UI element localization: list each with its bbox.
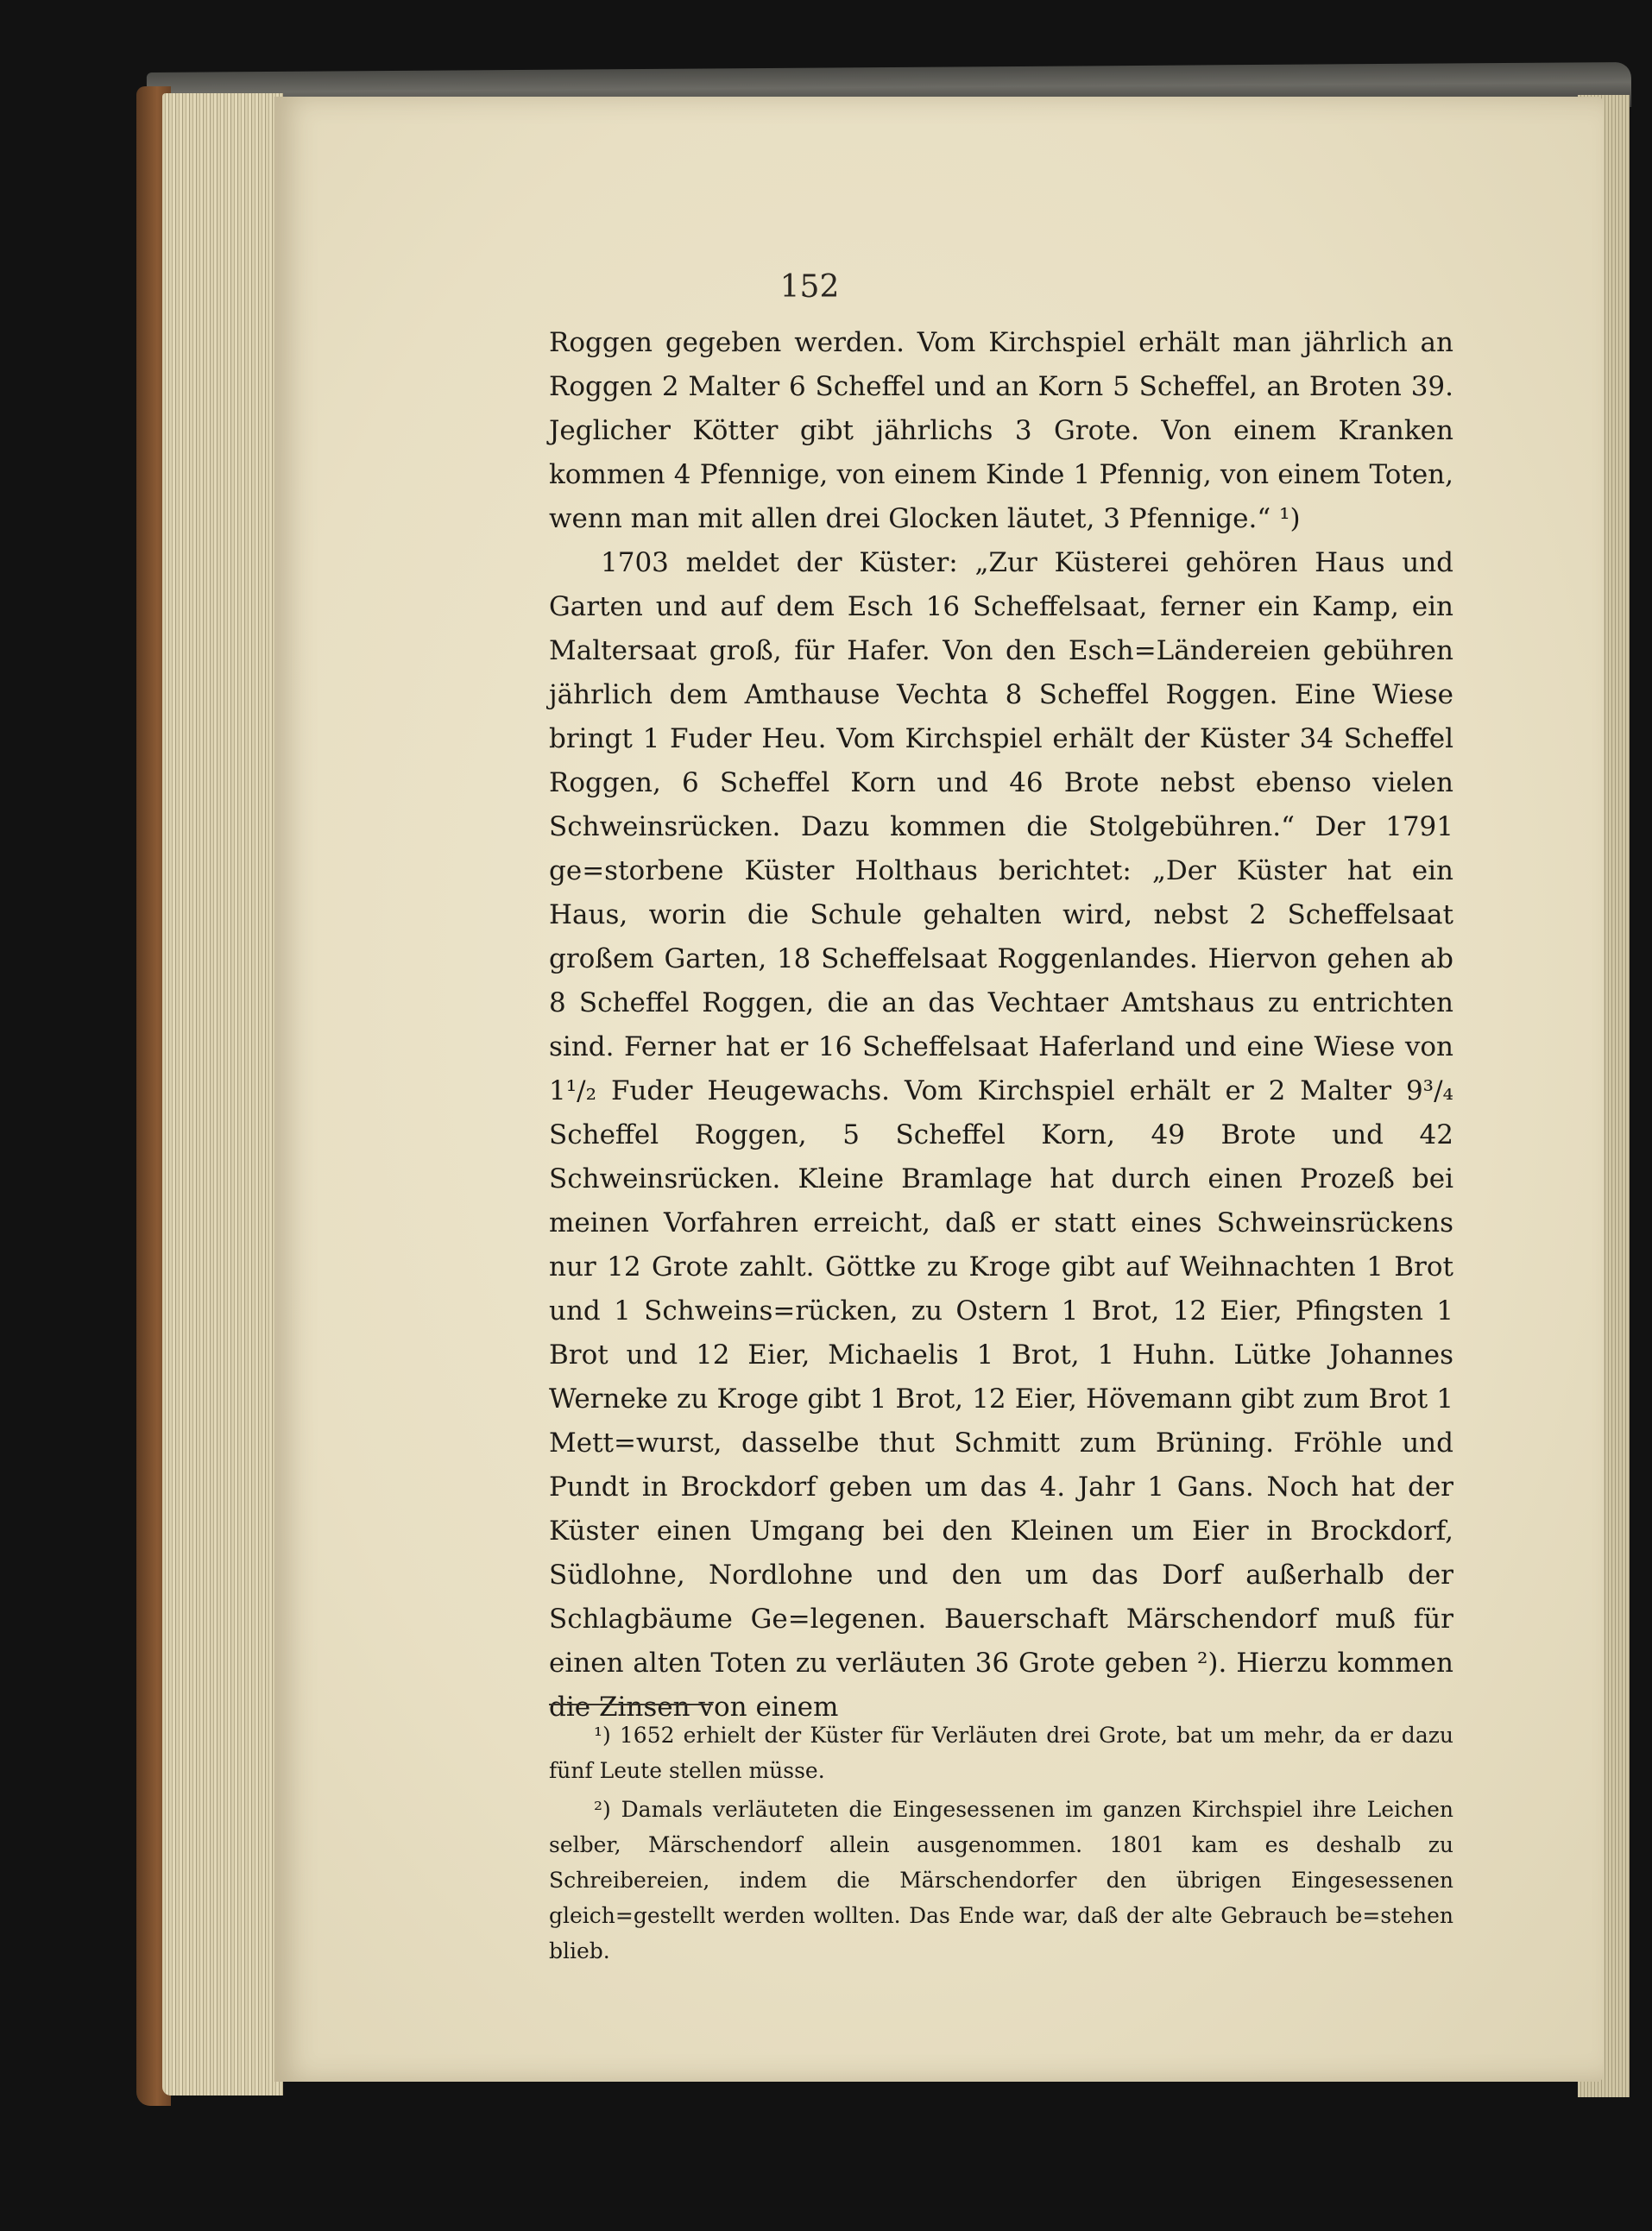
stacked-page-edges-left xyxy=(162,93,283,2096)
footnote: ²) Damals verläuteten die Eingesessenen im ganzen Kirchspiel ihre Leichen selber, Märschendorf allein ausgenommen. 1801 kam es deshalb zu Schreibereien, indem die Märschendorfer den übrigen Eingesessenen gleich=gestellt werden wollten. Das Ende war, daß der alte Gebrauch be=stehen blieb. xyxy=(549,1797,1453,1963)
book-page xyxy=(274,97,1604,2082)
paragraph: 1703 meldet der Küster: „Zur Küsterei gehören Haus und Garten und auf dem Esch 16 Scheffelsaat, ferner ein Kamp, ein Maltersaat groß, für Hafer. Von den Esch=Ländereien gebühren jährlich dem Amthause Vechta 8 Scheffel Roggen. Eine Wiese bringt 1 Fuder Heu. Vom Kirchspiel erhält der Küster 34 Scheffel Roggen, 6 Scheffel Korn und 46 Brote nebst ebenso vielen Schweinsrücken. Dazu kommen die Stolgebühren.“ Der 1791 ge=storbene Küster Holthaus berichtet: „Der Küster hat ein Haus, worin die Schule gehalten wird, nebst 2 Scheffelsaat großem Garten, 18 Scheffelsaat Roggenlandes. Hiervon gehen ab 8 Scheffel Roggen, die an das Vechtaer Amtshaus zu entrichten sind. Ferner hat er 16 Scheffelsaat Haferland und eine Wiese von 1¹/₂ Fuder Heugewachs. Vom Kirchspiel erhält er 2 Malter 9³/₄ Scheffel Roggen, 5 Scheffel Korn, 49 Brote und 42 Schweinsrücken. Kleine Bramlage hat durch einen Prozeß bei meinen Vorfahren erreicht, daß er statt eines Schweinsrückens nur 12 Grote zahlt. Göttke zu Kroge gibt auf Weihnachten 1 Brot und 1 Schweins=rücken, zu Ostern 1 Brot, 12 Eier, Pfingsten 1 Brot und 12 Eier, Michaelis 1 Brot, 1 Huhn. Lütke Johannes Werneke zu Kroge gibt 1 Brot, 12 Eier, Hövemann gibt zum Brot 1 Mett=wurst, dasselbe thut Schmitt zum Brüning. Fröhle und Pundt in Brockdorf geben um das 4. Jahr 1 Gans. Noch hat der Küster einen Umgang bei den Kleinen um Eier in Brockdorf, Südlohne, Nordlohne und den um das Dorf außerhalb der Schlagbäume Ge=legenen. Bauerschaft Märschendorf muß für einen alten Toten zu verläuten 36 Grote geben ²). Hierzu kommen die Zinsen von einem xyxy=(549,547,1453,1723)
paragraph: Roggen gegeben werden. Vom Kirchspiel erhält man jährlich an Roggen 2 Malter 6 Scheffel und an Korn 5 Scheffel, an Broten 39. Jeglicher Kötter gibt jährlichs 3 Grote. Von einem Kranken kommen 4 Pfennige, von einem Kinde 1 Pfennig, von einem Toten, wenn man mit allen drei Glocken läutet, 3 Pfennige.“ ¹) xyxy=(549,327,1453,534)
footnote: ¹) 1652 erhielt der Küster für Verläuten drei Grote, bat um mehr, da er dazu fünf Leute stellen müsse. xyxy=(549,1723,1453,1783)
footnotes xyxy=(549,1717,1453,1972)
footnote-divider xyxy=(549,1704,713,1705)
page-number: 152 xyxy=(779,269,840,305)
main-text xyxy=(549,321,1453,1730)
